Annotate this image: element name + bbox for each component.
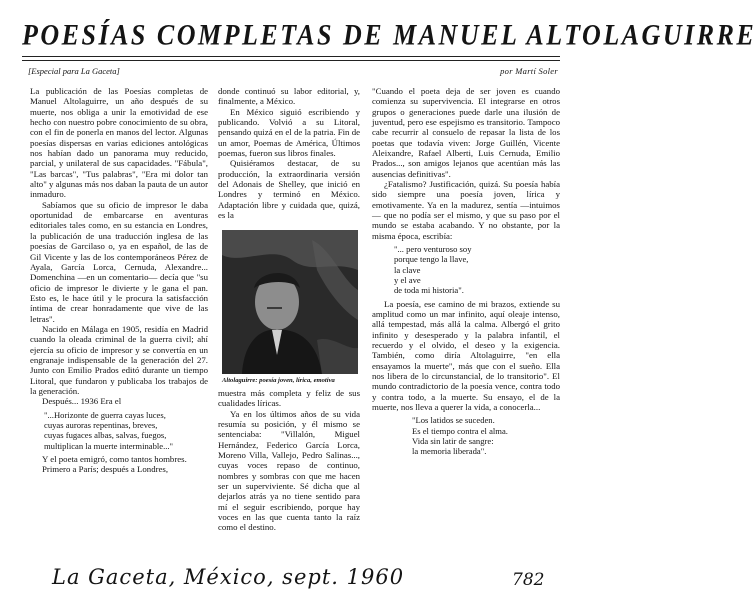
author-photo-svg [222,230,358,374]
paragraph: La poesía, ese camino de mi brazos, extiende su amplitud como un mar infinito, aquí oleaje intenso, allá tempestad, más allá la calma. Albergó el grito infinito y desesperado y la palabra infantil, el recuerdo y el olvido, el deseo y la exigencia. También, como diría Altolaguirre, "en ella ensayamos la muerte", más que con el sueño. Ella nos libera de lo circunstancial, de lo transitorio". El mundo contradictorio de la poesía vence, contra todo y contra todo, a la muerte. Su ensayo, el de la muerte, nos lleva a querer la vida, a conocerla... [372,298,560,413]
byline: por Martí Soler [500,66,558,76]
paragraph: La publicación de las Poesías completas de Manuel Altolaguirre, un año después de su muerte, nos obliga a unir la emotividad de ese hecho con nuestro pobre conocimiento de su obra, con el fin de ponerla en manos del lector. Algunas poesías dispersas en varias ediciones antológicas nos habían dado un panorama muy reducido, parcial, y unilateral de sus capacidades. "Fábula", "Las barcas", "Tus palabras", "Era mi dolor tan alto" y algunas más nos daban la pauta de un autor inmaduro. [30,86,209,200]
handwritten-page-number: 782 [512,570,545,590]
poem-line: Es el tiempo contra el alma. [412,425,508,436]
paragraph: "Cuando el poeta deja de ser joven es cuando comienza su supervivencia. El integrarse en otros grupos o generaciones puede darle una ilusión de juventud, pero ese espejismo es transitorio. Tampoco cabe recurrir al consuelo de repasar la lista de los poetas que todavía viven: Jorge Guillén, Vicente Aleixandre, Rafael Alberti, Luis Cernuda, Emilio Prados..., son amigos lejanos que acentúan más las ausencias definitivas". [372,86,560,179]
poem-line: de toda mi historia". [394,285,464,296]
paragraph: Y el poeta emigró, como tantos hombres. [42,453,187,464]
paragraph: Quisiéramos destacar, de su producción, la extraordinaria versión del Adonais de Shelley, que inició en Londres y terminó en México. Adaptación libre y cuidada que, quizá, es la [218,158,360,221]
poem-line: cuyas fugaces albas, salvas, fuegos, [44,430,167,441]
poem-excerpt [44,410,208,451]
title-rule-top [22,56,560,57]
title-rule-bottom [22,60,560,61]
poem-line: Vida sin latir de sangre: [412,436,494,447]
handwritten-source-note: La Gaceta, México, sept. 1960 [52,565,405,589]
column-2-top [218,86,360,220]
paragraph: donde continuó su labor editorial, y, finalmente, a México. [218,86,360,107]
column-2-bottom [218,388,360,533]
paragraph: En México siguió escribiendo y publicando. Volvió a su Litoral, pensando quizá en el de la patria. Fin de un amor, Poemas de América, Últimos poemas, fueron sus libros finales. [218,106,360,159]
poem-line: multiplican la muerte interminable..." [44,440,174,451]
column-1 [30,86,208,475]
paragraph: Nacido en Málaga en 1905, residía en Madrid cuando la oleada criminal de la guerra civil; ahí ejercía su oficio de impresor y se convertía en un engranaje indispensable de la generación del 27. Junto con Emilio Prados editó durante un tiempo Litoral, que fundaron y publicaba los trabajos de la generación. [30,323,208,396]
poem-line: porque tengo la llave, [394,254,469,265]
paragraph: ¿Fatalismo? Justificación, quizá. Su poesía había sido siempre una poesía joven, lírica y emotivamente. Ya en la madurez, sentía —intuimos— que no podía ser el mismo, y que su paso por el mundo se estaba acabando. Y no obstante, por la misma época, escribía: [372,179,560,241]
poem-line: la clave [394,264,421,275]
poem-line: la memoria liberada". [412,446,487,457]
special-note: [Especial para La Gaceta] [28,66,120,76]
poem-line: cuyas auroras repentinas, breves, [44,419,158,430]
poem-line: "...Horizonte de guerra cayas luces, [44,409,166,420]
poem-excerpt [412,415,560,456]
poem-line: y el ave [394,275,421,286]
paragraph: Sabíamos que su oficio de impresor le daba oportunidad de embarcarse en aventuras editoriales tales como, en su estancia en Londres, la publicación de una traducción inglesa de las poesías de Garcilaso o, ya en español, de las de Gil Vicente y las de los contemporáneos Pérez de Ayala, García Lorca, Cernuda, Alexandre... Domenchina —en un comentario— decía que "su oficio de impresor le divierte y le gana el pan. Esto es, le hace útil y le procura la satisfacción íntima de crear honradamente que vive de las letras". [30,199,208,324]
article-title: POESÍAS COMPLETAS DE MANUEL ALTOLAGUIRRE [22,18,756,52]
poem-excerpt [394,244,560,295]
paragraph: Ya en los últimos años de su vida resumía su posición, y él mismo se sentenciaba: "Villalón, Miguel Hernández, Federico García Lorca, Moreno Villa, Vallejo, Pedro Salinas..., cuyas voces repaso de continuo, nombres y sombras con que me hacen ser un superviviente. Sé dicha que al dejarlos atrás ya no tiene sentido para mí el seguir escribiendo, porque hay voces en las que cuenta tanto la raíz como el destino. [218,408,360,533]
paragraph: Primero a París; después a Londres, [42,464,169,475]
photo-caption: Altolaguirre: poesía joven, lírica, emotiva [222,377,335,384]
poem-line: "... pero venturoso soy [394,244,472,255]
column-3 [372,86,560,460]
paragraph: muestra más completa y feliz de sus cualidades líricas. [218,388,360,409]
poem-line: "Los latidos se suceden. [412,415,495,426]
paragraph: Después... 1936 Era el [42,396,122,407]
author-photo [222,230,358,374]
